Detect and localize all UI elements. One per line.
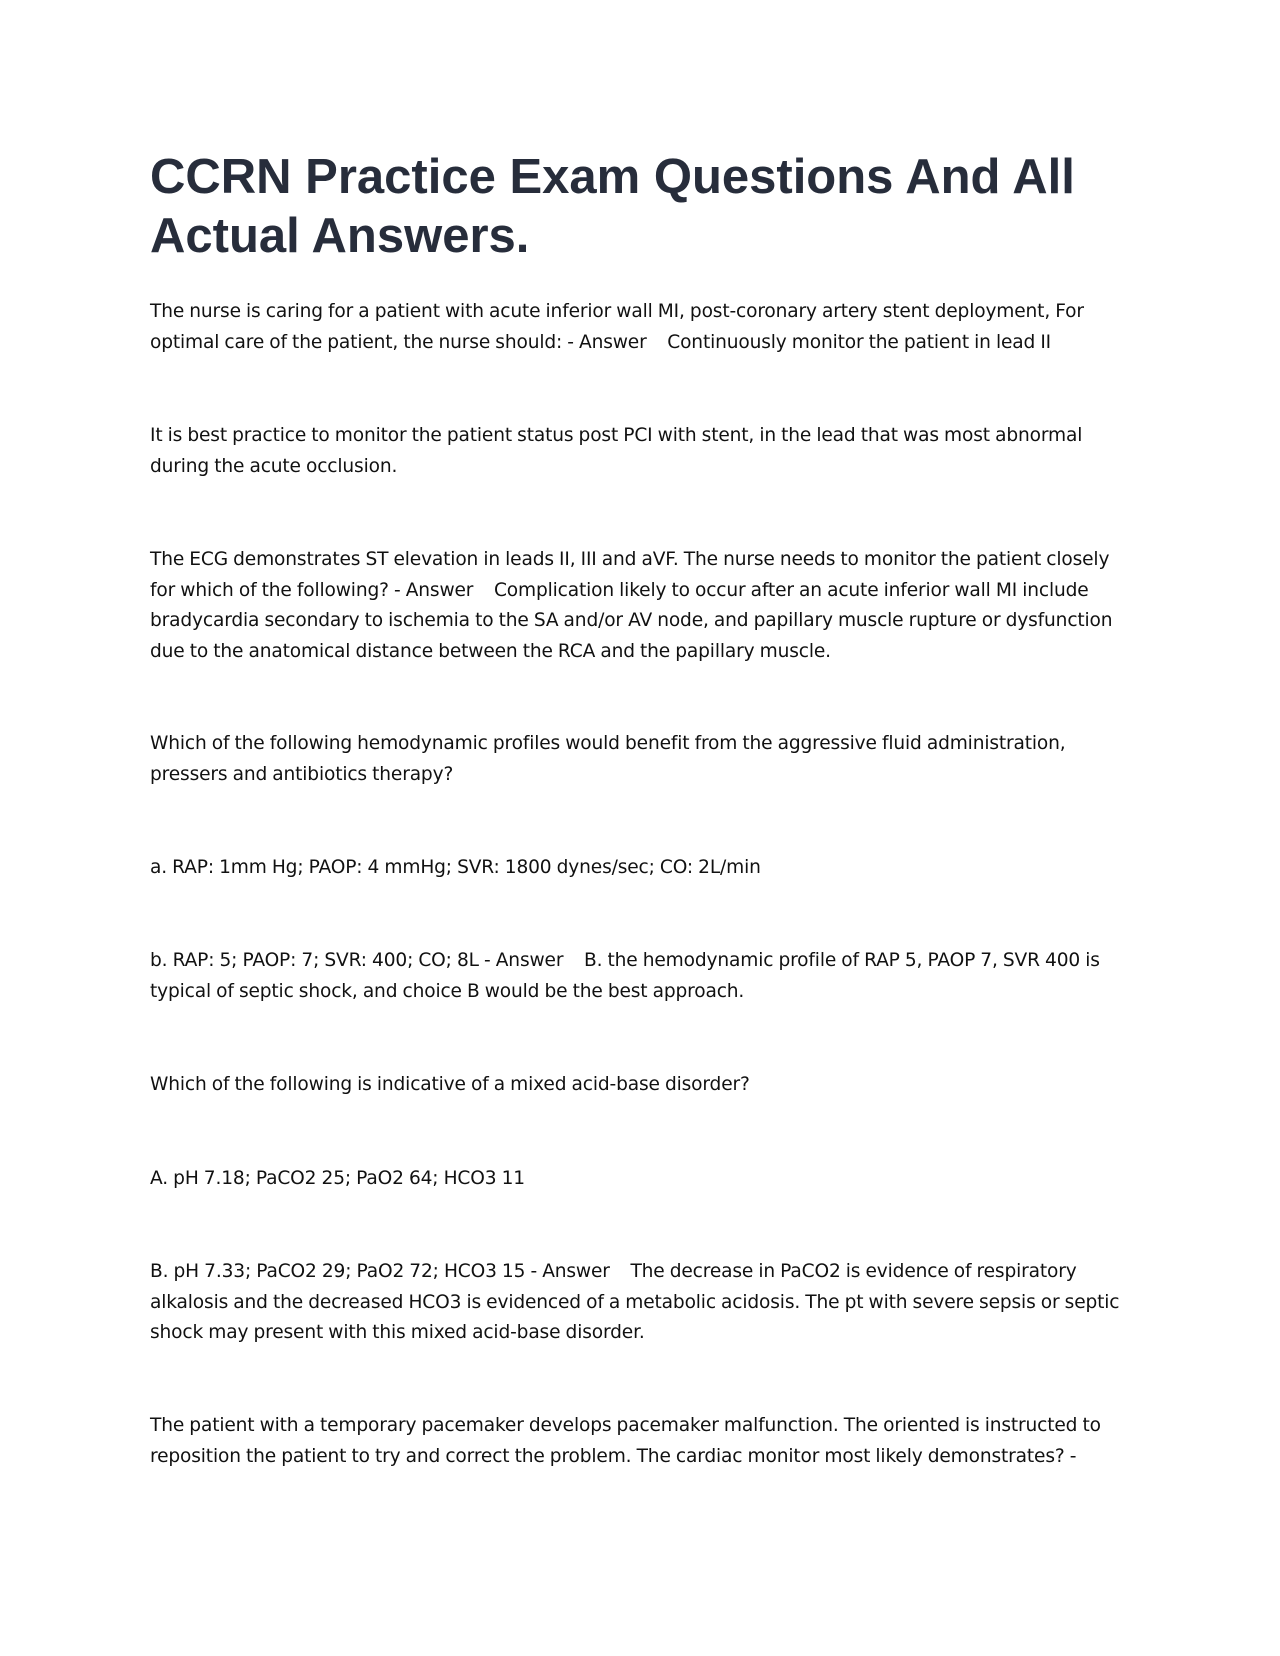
- paragraph-question-4: [150, 1070, 1135, 1101]
- answer-text: Continuously monitor the patient in lead II: [667, 331, 1052, 353]
- question-text: The nurse is caring for a patient with acute inferior wall MI, post-coronary artery stent deployment, For optimal care of the patient, the nurse should:: [150, 301, 1084, 353]
- answer-text: The decrease in PaCO2 is evidence of respiratory alkalosis and the decreased HCO3 is evidenced of a metabolic acidosis. The pt with severe sepsis or septic shock may present with this mixed acid-base disorder.: [150, 1261, 1120, 1343]
- answer-label: - Answer: [530, 1261, 610, 1282]
- option-text: a. RAP: 1mm Hg; PAOP: 4 mmHg; SVR: 1800 dynes/sec; CO: 2L/min: [150, 857, 761, 878]
- paragraph-question-1: [150, 297, 1135, 358]
- question-text: The patient with a temporary pacemaker develops pacemaker malfunction. The oriented is instructed to reposition the patient to try and correct the problem. The cardiac monitor most likely demonstrates? -: [150, 1415, 1101, 1467]
- answer-text: Complication likely to occur after an acute inferior wall MI include bradycardia secondary to ischemia to the SA and/or AV node, and papillary muscle rupture or dysfunction due to the anatomical distance between the RCA and the papillary muscle.: [150, 579, 1113, 662]
- answer-text: B. the hemodynamic profile of RAP 5, PAOP 7, SVR 400 is typical of septic shock, and choice B would be the best approach.: [150, 950, 1100, 1002]
- option-text: b. RAP: 5; PAOP: 7; SVR: 400; CO; 8L: [150, 950, 479, 971]
- option-text: A. pH 7.18; PaCO2 25; PaO2 64; HCO3 11: [150, 1168, 525, 1189]
- option-text: B. pH 7.33; PaCO2 29; PaO2 72; HCO3 15: [150, 1261, 526, 1282]
- question-text: The ECG demonstrates ST elevation in leads II, III and aVF. The nurse needs to monitor the patient closely for which of the following?: [150, 549, 1110, 601]
- document-title: CCRN Practice Exam Questions And All Actual Answers.: [150, 150, 1075, 263]
- answer-label: - Answer: [567, 331, 647, 353]
- explanation-text: It is best practice to monitor the patient status post PCI with stent, in the lead that was most abnormal during the acute occlusion.: [150, 425, 1083, 477]
- paragraph-explanation-1: [150, 421, 1135, 482]
- paragraph-question-5: [150, 1411, 1135, 1472]
- paragraph-question-3: [150, 729, 1135, 790]
- option-b: [150, 946, 1135, 1007]
- answer-label: - Answer: [484, 950, 564, 971]
- option-b-acid-base: [150, 1257, 1135, 1349]
- question-text: Which of the following hemodynamic profiles would benefit from the aggressive fluid administration, pressers and antibiotics therapy?: [150, 733, 1066, 785]
- question-text: Which of the following is indicative of a mixed acid-base disorder?: [150, 1074, 750, 1095]
- option-a-acid-base: [150, 1164, 1135, 1195]
- paragraph-question-2: [150, 545, 1135, 667]
- answer-label: - Answer: [394, 579, 474, 601]
- option-a: [150, 853, 1135, 884]
